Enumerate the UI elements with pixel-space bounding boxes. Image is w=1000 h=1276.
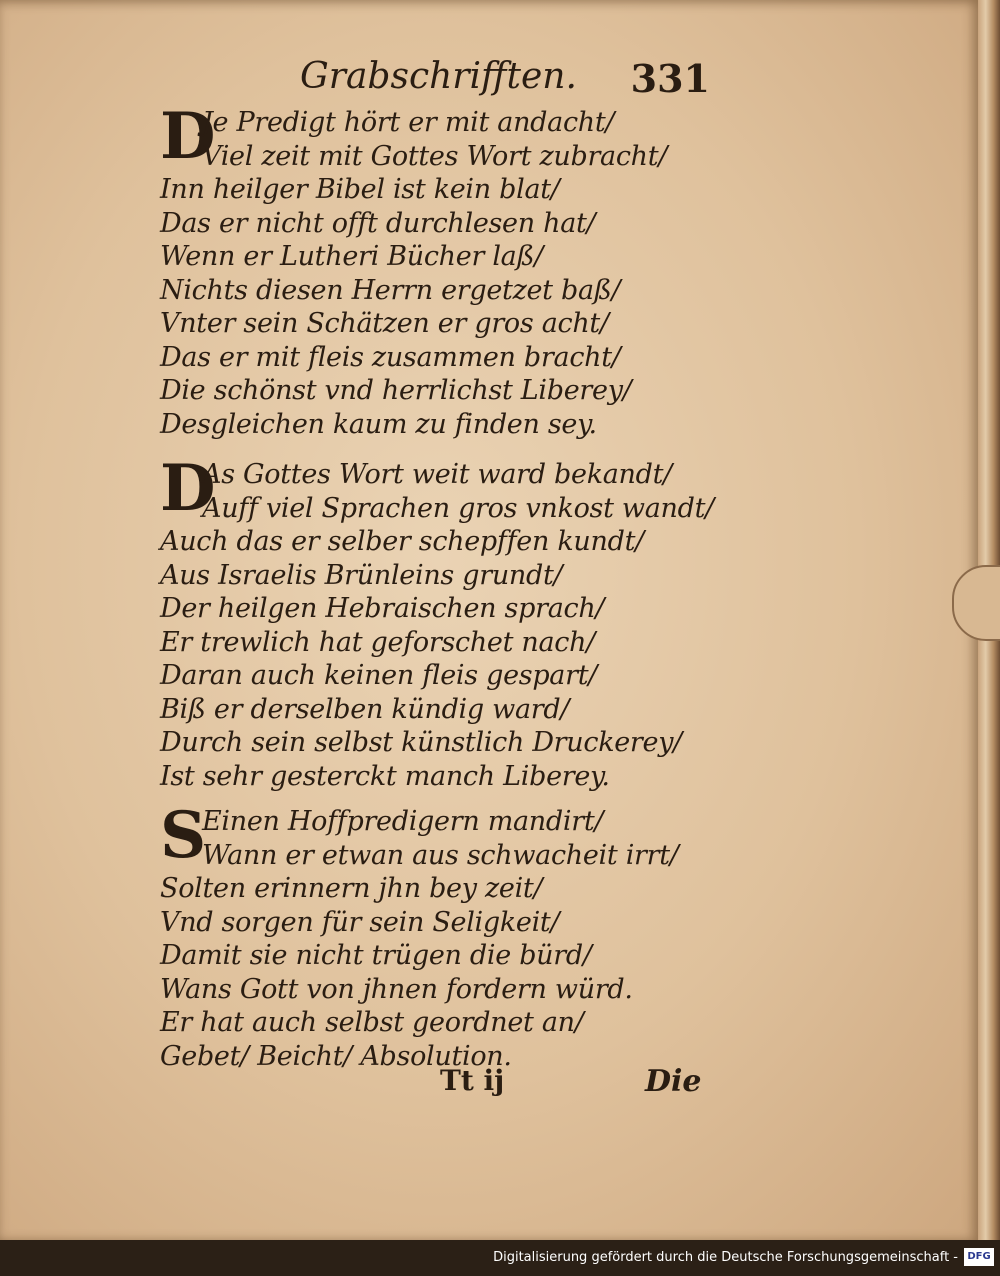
verse-line: Wann er etwan aus schwacheit irrt/ [202, 839, 679, 871]
running-title: Grabschrifften. [300, 56, 577, 97]
verse-line: Nichts diesen Herrn ergetzet baß/ [160, 274, 621, 306]
stanza-2 [160, 451, 720, 793]
verse-line: Durch sein selbst künstlich Druckerey/ [160, 727, 682, 758]
drop-initial: S [160, 798, 207, 873]
verse-line: Wenn er Lutheri Bücher laß/ [160, 241, 543, 272]
drop-initial: D [160, 451, 216, 526]
page-number: 331 [630, 56, 710, 101]
verse-line: As Gottes Wort weit ward bekandt/ [202, 459, 672, 490]
verse-line: Das er mit fleis zusammen bracht/ [160, 341, 621, 373]
verse-line: Aus Israelis Brünleins grundt/ [160, 559, 563, 591]
page-header [300, 56, 710, 102]
verse-line: Je Predigt hört er mit andacht/ [202, 107, 615, 138]
verse-line: Auff viel Sprachen gros vnkost wandt/ [202, 492, 714, 524]
verse-line: Gebet/ Beicht/ Absolution. [160, 1040, 512, 1072]
verse-line: Vnd sorgen für sein Seligkeit/ [160, 906, 560, 938]
stanza-opening [160, 451, 720, 526]
verse-line: Der heilgen Hebraischen sprach/ [160, 593, 605, 624]
verse-line: Das er nicht offt durchlesen hat/ [160, 207, 596, 239]
verse-line: Er hat auch selbst geordnet an/ [160, 1007, 584, 1038]
verse-line: Er trewlich hat geforschet nach/ [160, 626, 596, 658]
stanza-opening [160, 798, 720, 873]
signature-mark: Tt ij [440, 1064, 505, 1097]
verse-line: Auch das er selber schepffen kundt/ [160, 526, 644, 557]
verse-line: Daran auch keinen fleis gespart/ [160, 660, 598, 691]
digitization-footer [0, 1240, 1000, 1276]
verse-line: Solten erinnern jhn bey zeit/ [160, 873, 543, 904]
verse-line: Vnter sein Schätzen er gros acht/ [160, 308, 609, 339]
verse-line: Damit sie nicht trügen die bürd/ [160, 940, 592, 971]
verse-line: Die schönst vnd herrlichst Liberey/ [160, 375, 632, 406]
verse-line: Biß er derselben kündig ward/ [160, 693, 570, 725]
verse-line: Einen Hoffpredigern mandirt/ [202, 806, 604, 837]
catchword: Die [645, 1064, 702, 1099]
dfg-logo-icon: DFG [964, 1248, 994, 1266]
stanza-opening [160, 99, 720, 174]
verse-line: Wans Gott von jhnen fordern würd. [160, 973, 633, 1005]
verse-line: Desgleichen kaum zu finden sey. [160, 408, 597, 440]
stanza-3 [160, 798, 720, 1073]
verse-line: Ist sehr gesterckt manch Liberey. [160, 760, 610, 792]
verse-line: Viel zeit mit Gottes Wort zubracht/ [202, 140, 668, 172]
verse-line: Inn heilger Bibel ist kein blat/ [160, 174, 560, 205]
stanza-1 [160, 99, 720, 441]
footer-credit: Digitalisierung gefördert durch die Deutsche Forschungsgemeinschaft - [493, 1250, 958, 1265]
drop-initial: D [160, 99, 216, 174]
